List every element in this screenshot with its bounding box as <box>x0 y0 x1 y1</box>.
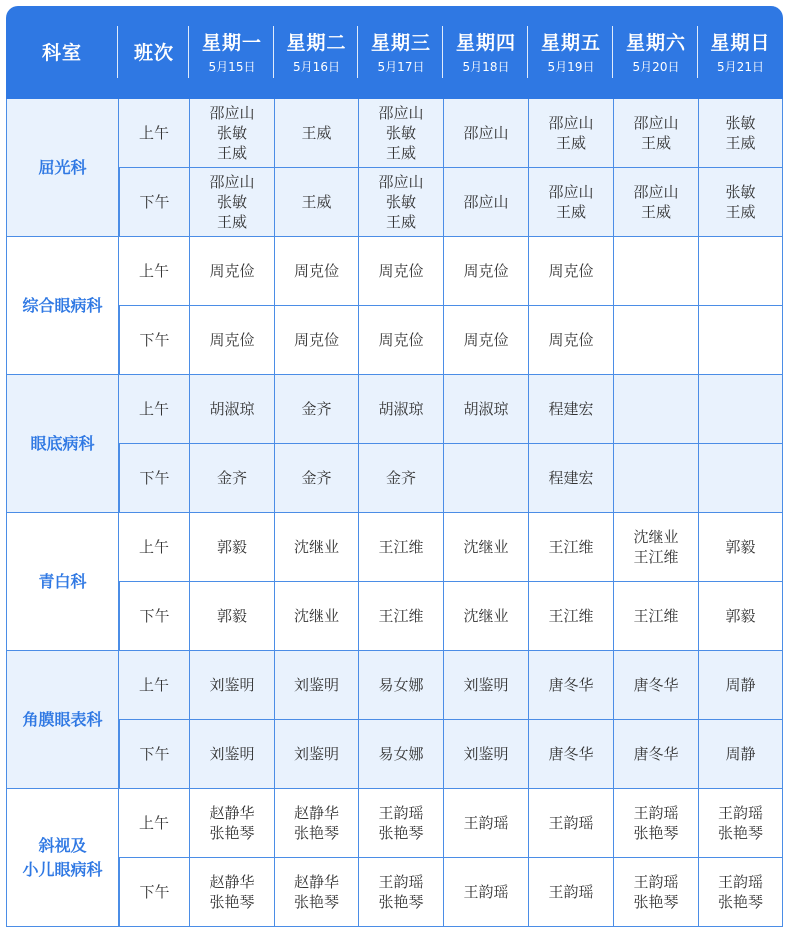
doctor-cell <box>190 651 275 720</box>
doctor-cell <box>275 306 359 375</box>
doctor-cell <box>190 168 275 237</box>
doctor-name: 周克俭 <box>463 262 509 280</box>
doctor-cell <box>614 444 699 513</box>
department-name-line: 角膜眼表科 <box>22 709 103 729</box>
day-name: 星期日 <box>710 31 771 54</box>
shift-label: 上午 <box>119 99 190 168</box>
doctor-cell <box>444 513 529 582</box>
header-day <box>190 6 275 99</box>
doctor-cell <box>359 444 444 513</box>
doctor-name: 王江维 <box>378 607 424 625</box>
schedule-row <box>6 237 783 306</box>
doctor-name: 王韵瑶 <box>463 883 509 901</box>
doctor-cell <box>699 720 783 789</box>
day-name: 星期五 <box>540 31 601 54</box>
doctor-name: 王威 <box>555 134 586 152</box>
schedule-row <box>6 513 783 582</box>
doctor-name: 刘鉴明 <box>293 745 339 763</box>
doctor-name: 周克俭 <box>209 331 255 349</box>
doctor-cell <box>359 789 444 858</box>
doctor-name: 郭毅 <box>725 538 756 556</box>
header-day <box>359 6 444 99</box>
doctor-name: 周克俭 <box>463 331 509 349</box>
department-name <box>6 99 119 237</box>
department-name <box>6 375 119 513</box>
doctor-name: 胡淑琼 <box>378 400 424 418</box>
doctor-cell <box>359 306 444 375</box>
department-name <box>6 513 119 651</box>
doctor-name: 王韵瑶 <box>633 873 679 891</box>
doctor-name: 周克俭 <box>293 262 339 280</box>
doctor-cell <box>444 168 529 237</box>
doctor-cell <box>614 513 699 582</box>
doctor-name: 邵应山 <box>378 173 424 191</box>
doctor-name: 邵应山 <box>633 114 679 132</box>
doctor-cell <box>275 651 359 720</box>
doctor-name: 刘鉴明 <box>209 676 255 694</box>
doctor-name: 王韵瑶 <box>463 814 509 832</box>
doctor-cell <box>529 168 614 237</box>
schedule-row <box>6 99 783 168</box>
doctor-name: 郭毅 <box>216 538 247 556</box>
schedule-row <box>6 720 783 789</box>
schedule-body <box>6 99 783 927</box>
doctor-name: 王江维 <box>378 538 424 556</box>
doctor-cell <box>359 513 444 582</box>
doctor-cell <box>699 444 783 513</box>
doctor-name: 沈继业 <box>293 607 339 625</box>
header-row <box>6 6 783 99</box>
doctor-name: 沈继业 <box>463 538 509 556</box>
doctor-name: 程建宏 <box>548 400 594 418</box>
doctor-name: 唐冬华 <box>633 676 679 694</box>
doctor-name: 易女娜 <box>378 745 424 763</box>
schedule-row <box>6 582 783 651</box>
doctor-name: 刘鉴明 <box>293 676 339 694</box>
doctor-name: 沈继业 <box>633 528 679 546</box>
schedule-row <box>6 444 783 513</box>
doctor-cell <box>529 306 614 375</box>
header-day <box>699 6 783 99</box>
doctor-name: 王江维 <box>548 607 594 625</box>
department-name-line: 小儿眼病科 <box>22 859 103 879</box>
doctor-name: 王威 <box>640 134 671 152</box>
doctor-cell <box>190 237 275 306</box>
doctor-name: 张敏 <box>385 124 416 142</box>
shift-label: 下午 <box>119 168 190 237</box>
doctor-name: 王韵瑶 <box>548 883 594 901</box>
day-date: 5月15日 <box>208 59 256 74</box>
doctor-cell <box>359 375 444 444</box>
day-date: 5月16日 <box>293 59 340 74</box>
doctor-name: 王江维 <box>548 538 594 556</box>
doctor-name: 张艳琴 <box>209 824 255 842</box>
shift-label: 上午 <box>119 651 190 720</box>
doctor-name: 赵静华 <box>293 804 339 822</box>
doctor-name: 张艳琴 <box>717 824 763 842</box>
header-day <box>614 6 699 99</box>
doctor-cell <box>275 168 359 237</box>
doctor-name: 周克俭 <box>378 331 424 349</box>
doctor-name: 王威 <box>216 144 247 162</box>
day-date: 5月18日 <box>462 59 510 74</box>
doctor-cell <box>190 789 275 858</box>
doctor-cell <box>614 789 699 858</box>
doctor-name: 张艳琴 <box>293 893 339 911</box>
doctor-cell <box>444 720 529 789</box>
doctor-cell <box>529 720 614 789</box>
doctor-name: 唐冬华 <box>548 745 594 763</box>
doctor-cell <box>359 651 444 720</box>
schedule-row <box>6 858 783 927</box>
doctor-cell <box>359 99 444 168</box>
day-date: 5月17日 <box>377 59 425 74</box>
doctor-name: 周克俭 <box>378 262 424 280</box>
header-shift <box>119 6 190 99</box>
doctor-name: 刘鉴明 <box>463 745 509 763</box>
doctor-cell <box>529 651 614 720</box>
doctor-cell <box>275 375 359 444</box>
doctor-cell <box>529 444 614 513</box>
doctor-name: 张敏 <box>216 124 247 142</box>
department-name-line: 眼底病科 <box>30 433 95 453</box>
doctor-name: 王威 <box>301 124 332 142</box>
doctor-cell <box>699 375 783 444</box>
doctor-cell <box>190 444 275 513</box>
doctor-name: 周克俭 <box>548 331 594 349</box>
doctor-cell <box>275 720 359 789</box>
doctor-cell <box>699 858 783 927</box>
shift-label: 上午 <box>119 789 190 858</box>
doctor-name: 王韵瑶 <box>633 804 679 822</box>
day-name: 星期一 <box>201 31 262 54</box>
doctor-cell <box>529 513 614 582</box>
doctor-cell <box>359 582 444 651</box>
doctor-name: 张艳琴 <box>209 893 255 911</box>
doctor-cell <box>614 375 699 444</box>
day-date: 5月19日 <box>547 59 595 74</box>
doctor-name: 邵应山 <box>463 124 509 142</box>
doctor-cell <box>444 237 529 306</box>
shift-label: 下午 <box>119 582 190 651</box>
doctor-cell <box>190 582 275 651</box>
doctor-cell <box>614 582 699 651</box>
doctor-cell <box>190 858 275 927</box>
department-name-line: 综合眼病科 <box>22 295 103 315</box>
doctor-name: 赵静华 <box>209 804 255 822</box>
doctor-name: 张敏 <box>725 114 756 132</box>
doctor-cell <box>190 99 275 168</box>
doctor-name: 易女娜 <box>378 676 424 694</box>
doctor-name: 金齐 <box>301 400 332 418</box>
doctor-cell <box>529 789 614 858</box>
doctor-cell <box>444 651 529 720</box>
shift-label: 下午 <box>119 720 190 789</box>
doctor-name: 金齐 <box>216 469 247 487</box>
doctor-name: 王韵瑶 <box>378 804 424 822</box>
doctor-cell <box>190 513 275 582</box>
doctor-cell <box>614 858 699 927</box>
schedule-row <box>6 168 783 237</box>
doctor-name: 郭毅 <box>725 607 756 625</box>
doctor-name: 张艳琴 <box>633 824 679 842</box>
doctor-name: 赵静华 <box>209 873 255 891</box>
doctor-cell <box>444 858 529 927</box>
doctor-cell <box>444 375 529 444</box>
doctor-name: 沈继业 <box>293 538 339 556</box>
header-dept-label: 科室 <box>41 41 82 64</box>
doctor-cell <box>699 651 783 720</box>
doctor-name: 沈继业 <box>463 607 509 625</box>
doctor-name: 邵应山 <box>548 183 594 201</box>
day-name: 星期四 <box>455 31 516 54</box>
header-day <box>444 6 529 99</box>
doctor-cell <box>614 651 699 720</box>
doctor-cell <box>699 789 783 858</box>
doctor-name: 王韵瑶 <box>717 873 763 891</box>
doctor-cell <box>359 858 444 927</box>
doctor-name: 唐冬华 <box>633 745 679 763</box>
doctor-cell <box>444 444 529 513</box>
day-date: 5月20日 <box>632 59 680 74</box>
header-day <box>529 6 614 99</box>
doctor-cell <box>614 720 699 789</box>
doctor-name: 王威 <box>385 213 416 231</box>
doctor-cell <box>275 582 359 651</box>
header-day <box>275 6 359 99</box>
doctor-cell <box>699 513 783 582</box>
doctor-name: 唐冬华 <box>548 676 594 694</box>
schedule-row <box>6 375 783 444</box>
shift-label: 上午 <box>119 513 190 582</box>
doctor-cell <box>699 168 783 237</box>
doctor-name: 邵应山 <box>548 114 594 132</box>
doctor-cell <box>529 237 614 306</box>
doctor-name: 王江维 <box>633 607 679 625</box>
doctor-name: 张敏 <box>216 193 247 211</box>
header-shift-label: 班次 <box>133 41 174 64</box>
doctor-cell <box>699 306 783 375</box>
shift-label: 下午 <box>119 858 190 927</box>
doctor-name: 王韵瑶 <box>717 804 763 822</box>
header-dept <box>6 6 119 99</box>
shift-label: 上午 <box>119 237 190 306</box>
doctor-name: 周克俭 <box>209 262 255 280</box>
doctor-name: 金齐 <box>301 469 332 487</box>
doctor-cell <box>275 858 359 927</box>
doctor-cell <box>614 168 699 237</box>
doctor-name: 张敏 <box>725 183 756 201</box>
doctor-cell <box>614 237 699 306</box>
doctor-cell <box>275 444 359 513</box>
department-name-line: 斜视及 <box>38 835 87 855</box>
doctor-cell <box>444 582 529 651</box>
doctor-cell <box>275 513 359 582</box>
doctor-name: 刘鉴明 <box>463 676 509 694</box>
doctor-cell <box>699 99 783 168</box>
doctor-name: 张艳琴 <box>378 824 424 842</box>
schedule-row <box>6 789 783 858</box>
doctor-name: 金齐 <box>385 469 416 487</box>
department-name-line: 屈光科 <box>38 157 87 177</box>
doctor-name: 周静 <box>725 745 756 763</box>
doctor-name: 王威 <box>216 213 247 231</box>
doctor-cell <box>359 168 444 237</box>
doctor-name: 邵应山 <box>209 104 255 122</box>
day-name: 星期三 <box>370 31 431 54</box>
doctor-cell <box>699 582 783 651</box>
doctor-cell <box>614 306 699 375</box>
doctor-name: 周克俭 <box>548 262 594 280</box>
doctor-cell <box>614 99 699 168</box>
doctor-cell <box>190 306 275 375</box>
doctor-name: 王威 <box>385 144 416 162</box>
doctor-name: 王韵瑶 <box>378 873 424 891</box>
doctor-name: 王威 <box>725 134 756 152</box>
schedule-row <box>6 306 783 375</box>
doctor-name: 王威 <box>725 203 756 221</box>
doctor-name: 胡淑琼 <box>209 400 255 418</box>
schedule-container <box>6 6 783 927</box>
department-name-line: 青白科 <box>38 571 87 591</box>
doctor-cell <box>190 720 275 789</box>
doctor-cell <box>275 789 359 858</box>
day-name: 星期二 <box>286 31 347 54</box>
doctor-name: 邵应山 <box>378 104 424 122</box>
day-date: 5月21日 <box>717 59 764 74</box>
doctor-cell <box>529 582 614 651</box>
doctor-cell <box>359 720 444 789</box>
doctor-name: 王威 <box>555 203 586 221</box>
doctor-cell <box>529 99 614 168</box>
doctor-cell <box>359 237 444 306</box>
doctor-cell <box>699 237 783 306</box>
department-name <box>6 789 119 927</box>
doctor-name: 张艳琴 <box>293 824 339 842</box>
doctor-name: 张艳琴 <box>378 893 424 911</box>
department-name <box>6 237 119 375</box>
doctor-cell <box>529 858 614 927</box>
doctor-cell <box>190 375 275 444</box>
doctor-name: 胡淑琼 <box>463 400 509 418</box>
schedule-table <box>6 6 783 927</box>
doctor-name: 邵应山 <box>463 193 509 211</box>
doctor-name: 周静 <box>725 676 756 694</box>
doctor-cell <box>444 99 529 168</box>
doctor-name: 郭毅 <box>216 607 247 625</box>
doctor-cell <box>275 99 359 168</box>
doctor-name: 张艳琴 <box>717 893 763 911</box>
doctor-cell <box>444 306 529 375</box>
doctor-cell <box>444 789 529 858</box>
doctor-name: 王江维 <box>633 548 679 566</box>
day-name: 星期六 <box>625 31 686 54</box>
doctor-name: 刘鉴明 <box>209 745 255 763</box>
doctor-name: 邵应山 <box>209 173 255 191</box>
schedule-row <box>6 651 783 720</box>
shift-label: 上午 <box>119 375 190 444</box>
shift-label: 下午 <box>119 306 190 375</box>
doctor-name: 邵应山 <box>633 183 679 201</box>
shift-label: 下午 <box>119 444 190 513</box>
doctor-name: 王韵瑶 <box>548 814 594 832</box>
doctor-name: 张敏 <box>385 193 416 211</box>
department-name <box>6 651 119 789</box>
doctor-name: 王威 <box>301 193 332 211</box>
doctor-name: 赵静华 <box>293 873 339 891</box>
doctor-name: 周克俭 <box>293 331 339 349</box>
doctor-name: 张艳琴 <box>633 893 679 911</box>
doctor-cell <box>275 237 359 306</box>
doctor-name: 王威 <box>640 203 671 221</box>
doctor-name: 程建宏 <box>548 469 594 487</box>
doctor-cell <box>529 375 614 444</box>
